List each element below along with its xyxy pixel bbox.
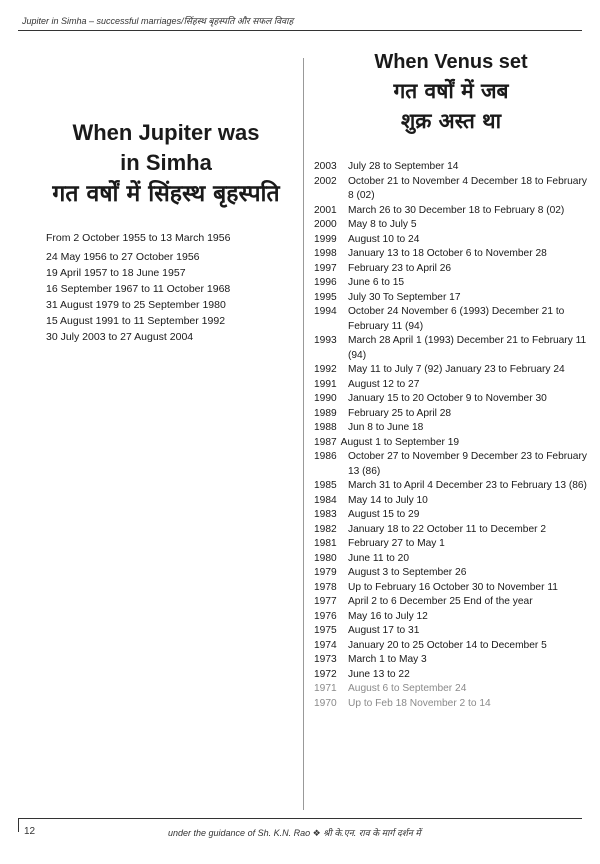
venus-entry [314, 523, 589, 538]
entry-year: 1987 [314, 436, 337, 448]
jupiter-periods-list [46, 230, 296, 345]
entry-year: 1982 [314, 523, 337, 535]
entry-range: March 28 April 1 (1993) December 21 to February 11 (94) [348, 335, 587, 361]
jupiter-heading [18, 118, 314, 210]
venus-heading-hindi-line1: गत वर्षों में जब [393, 79, 509, 103]
entry-range: February 23 to April 26 [348, 262, 452, 274]
entry-year: 1992 [314, 364, 337, 375]
entry-range: May 11 to July 7 (92) January 23 to February 24 [348, 364, 565, 375]
venus-entry [314, 291, 589, 306]
entry-year: 1989 [314, 407, 337, 419]
venus-entry [314, 262, 589, 277]
entry-year: 1980 [314, 552, 337, 564]
entry-range: Up to Feb 18 November 2 to 14 [348, 697, 491, 709]
entry-year: 1970 [314, 697, 337, 709]
entry-range: August 6 to September 24 [348, 683, 467, 694]
venus-set-list [314, 160, 589, 711]
venus-entry [314, 378, 589, 393]
entry-year: 1995 [314, 291, 337, 303]
jupiter-period: 19 April 1957 to 18 June 1957 [46, 267, 186, 279]
venus-entry [314, 276, 589, 291]
entry-year: 1984 [314, 494, 337, 506]
entry-range: June 13 to 22 [348, 668, 410, 680]
jupiter-period: From 2 October 1955 to 13 March 1956 [46, 232, 231, 244]
entry-year: 1994 [314, 306, 337, 317]
entry-year: 2000 [314, 219, 337, 230]
entry-year: 1972 [314, 668, 337, 680]
page-number: 12 [24, 826, 36, 837]
venus-entry [314, 450, 589, 479]
venus-entry [314, 610, 589, 625]
entry-year: 1996 [314, 277, 337, 288]
venus-entry [314, 305, 589, 334]
entry-range: January 20 to 25 October 14 to December 5 [348, 639, 547, 651]
venus-entry [314, 233, 589, 248]
entry-range: May 8 to July 5 [348, 219, 417, 230]
venus-entry [314, 508, 589, 523]
venus-entry [314, 552, 589, 567]
venus-entry [314, 407, 589, 422]
venus-entry [314, 421, 589, 436]
venus-entry [314, 595, 589, 610]
jupiter-period: 24 May 1956 to 27 October 1956 [46, 251, 200, 263]
venus-entry [314, 334, 589, 363]
entry-year: 1985 [314, 480, 337, 491]
entry-year: 1981 [314, 538, 337, 549]
venus-entry [314, 247, 589, 262]
venus-entry [314, 537, 589, 552]
jupiter-period: 15 August 1991 to 11 September 1992 [46, 315, 226, 327]
entry-range: May 16 to July 12 [348, 610, 428, 622]
entry-range: February 25 to April 28 [348, 407, 452, 419]
entry-range: June 11 to 20 [348, 552, 409, 564]
venus-entry [314, 653, 589, 668]
entry-range: January 13 to 18 October 6 to November 28 [348, 248, 547, 259]
venus-entry [314, 682, 589, 697]
entry-year: 2002 [314, 175, 337, 187]
entry-year: 1976 [314, 610, 337, 622]
entry-year: 1986 [314, 451, 337, 462]
venus-entry [314, 204, 589, 219]
jupiter-period: 16 September 1967 to 11 October 1968 [46, 283, 231, 295]
entry-range: August 12 to 27 [348, 378, 420, 390]
entry-year: 1999 [314, 233, 337, 245]
entry-year: 2003 [314, 161, 337, 172]
jupiter-heading-en-line1: When Jupiter was [72, 120, 260, 145]
entry-range: March 1 to May 3 [348, 654, 427, 665]
venus-entry [314, 566, 589, 581]
jupiter-heading-hindi: गत वर्षों में सिंहस्थ बृहस्पति [52, 181, 280, 207]
venus-entry [314, 479, 589, 494]
venus-heading-hindi-line2: शुक्र अस्त था [400, 109, 502, 133]
venus-entry [314, 160, 589, 175]
entry-range: January 15 to 20 October 9 to November 30 [348, 393, 547, 404]
entry-year: 1971 [314, 683, 337, 694]
entry-year: 1975 [314, 625, 337, 636]
entry-year: 1993 [314, 335, 337, 346]
entry-year: 1978 [314, 581, 337, 593]
entry-range: July 28 to September 14 [348, 161, 459, 172]
venus-entry [314, 581, 589, 596]
venus-entry [314, 392, 589, 407]
jupiter-period: 31 August 1979 to 25 September 1980 [46, 299, 226, 311]
venus-entry [314, 639, 589, 654]
entry-range: May 14 to July 10 [348, 494, 428, 506]
entry-range: August 1 to September 19 [340, 436, 460, 448]
entry-range: March 31 to April 4 December 23 to February 13 (86) [348, 480, 587, 491]
entry-range: August 10 to 24 [348, 233, 420, 245]
footer-tick [18, 818, 19, 832]
entry-year: 1974 [314, 639, 337, 651]
running-header: Jupiter in Simha – successful marriages/सिंहस्थ बृहस्पति और सफल विवाह [22, 16, 294, 26]
entry-range: February 27 to May 1 [348, 538, 445, 549]
entry-year: 1979 [314, 567, 337, 578]
entry-range: Jun 8 to June 18 [348, 422, 424, 433]
header-rule [18, 30, 582, 31]
footer-credit: under the guidance of Sh. K.N. Rao ❖ श्री के.एन. राव के मार्ग दर्शन में [168, 828, 421, 838]
entry-range: April 2 to 6 December 25 End of the year [348, 596, 533, 607]
entry-year: 1977 [314, 596, 337, 607]
jupiter-period: 30 July 2003 to 27 August 2004 [46, 331, 194, 343]
venus-entry [314, 697, 589, 712]
entry-range: August 17 to 31 [348, 625, 420, 636]
entry-range: August 3 to September 26 [348, 567, 467, 578]
entry-year: 2001 [314, 204, 337, 216]
venus-entry [314, 175, 589, 204]
venus-entry [314, 218, 589, 233]
entry-range: October 24 November 6 (1993) December 21 to February 11 (94) [348, 306, 565, 332]
venus-entry [314, 624, 589, 639]
venus-entry [314, 436, 589, 451]
entry-year: 1973 [314, 654, 337, 665]
footer-rule [18, 818, 582, 819]
jupiter-heading-en-line2: in Simha [120, 150, 212, 175]
entry-year: 1990 [314, 393, 337, 404]
venus-entry [314, 363, 589, 378]
venus-entry [314, 668, 589, 683]
entry-range: July 30 To September 17 [348, 291, 461, 303]
entry-year: 1988 [314, 422, 337, 433]
entry-range: October 21 to November 4 December 18 to February 8 (02) [348, 175, 587, 201]
entry-range: August 15 to 29 [348, 509, 420, 520]
entry-year: 1998 [314, 248, 337, 259]
entry-year: 1997 [314, 262, 337, 274]
entry-range: October 27 to November 9 December 23 to February 13 (86) [348, 451, 587, 477]
venus-heading-en: When Venus set [374, 51, 528, 73]
venus-heading [316, 48, 586, 136]
entry-range: Up to February 16 October 30 to November 11 [348, 581, 558, 593]
entry-range: June 6 to 15 [348, 277, 405, 288]
entry-range: January 18 to 22 October 11 to December 2 [348, 523, 547, 535]
venus-entry [314, 494, 589, 509]
entry-year: 1983 [314, 509, 337, 520]
entry-year: 1991 [314, 378, 337, 390]
entry-range: March 26 to 30 December 18 to February 8 (02) [348, 204, 565, 216]
